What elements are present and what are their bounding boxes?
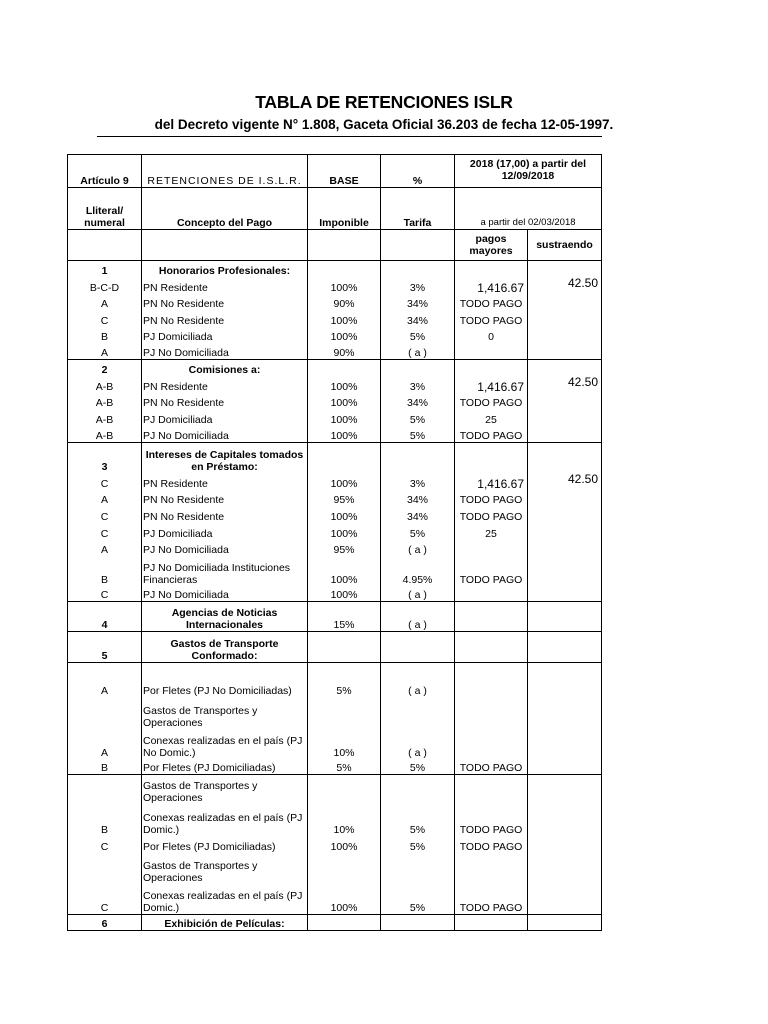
cell-base <box>308 632 381 663</box>
cell-pagos-mayores <box>455 775 528 804</box>
cell-pagos-mayores: TODO PAGO <box>455 556 528 586</box>
cell-sustraendo <box>528 697 602 729</box>
cell-base: 10% <box>308 804 381 836</box>
cell-base: 95% <box>308 490 381 506</box>
cell-base: 90% <box>308 294 381 310</box>
cell-literal: B <box>68 759 142 775</box>
cell-sustraendo <box>528 360 602 376</box>
cell-sustraendo <box>528 261 602 277</box>
header-pagos-mayores: pagos mayores <box>455 230 528 261</box>
table-row <box>68 632 602 663</box>
cell-base <box>308 697 381 729</box>
cell-pagos-mayores: TODO PAGO <box>455 426 528 443</box>
header-period: 2018 (17,00) a partir del 12/09/2018 <box>455 155 602 188</box>
cell-base: 100% <box>308 523 381 540</box>
cell-literal: 4 <box>68 602 142 632</box>
cell-concepto: Conexas realizadas en el país (PJ Domic.) <box>142 884 308 915</box>
cell-sustraendo <box>528 393 602 409</box>
cell-base: 5% <box>308 663 381 697</box>
cell-sustraendo <box>528 523 602 540</box>
cell-concepto: PN Residente <box>142 277 308 294</box>
cell-concepto: PJ No Domiciliada <box>142 426 308 443</box>
cell-literal: B-C-D <box>68 277 142 294</box>
table-row <box>68 836 602 853</box>
cell-literal: A-B <box>68 376 142 393</box>
cell-tarifa: 34% <box>381 490 455 506</box>
cell-concepto: Intereses de Capitales tomados en Préstamo: <box>142 443 308 473</box>
cell-pagos-mayores <box>455 261 528 277</box>
cell-tarifa: ( a ) <box>381 729 455 759</box>
table-row <box>68 523 602 540</box>
header-imponible: Imponible <box>308 188 381 230</box>
cell-concepto: PJ No Domiciliada <box>142 343 308 360</box>
cell-literal: A-B <box>68 426 142 443</box>
cell-pagos-mayores: TODO PAGO <box>455 506 528 523</box>
cell-tarifa: 34% <box>381 294 455 310</box>
cell-base: 100% <box>308 506 381 523</box>
cell-tarifa: 3% <box>381 277 455 294</box>
cell-tarifa <box>381 632 455 663</box>
cell-literal: C <box>68 836 142 853</box>
cell-pagos-mayores <box>455 443 528 473</box>
cell-literal: A-B <box>68 409 142 426</box>
cell-literal: C <box>68 586 142 602</box>
cell-tarifa: 5% <box>381 426 455 443</box>
page-subtitle: del Decreto vigente N° 1.808, Gaceta Oficial 36.203 de fecha 12-05-1997. <box>154 117 614 132</box>
cell-concepto: PN No Residente <box>142 310 308 327</box>
cell-sustraendo <box>528 294 602 310</box>
cell-literal: C <box>68 523 142 540</box>
cell-base: 95% <box>308 540 381 556</box>
table-row <box>68 261 602 277</box>
cell-sustraendo <box>528 632 602 663</box>
header-apartir: a partir del 02/03/2018 <box>455 188 602 230</box>
cell-tarifa: ( a ) <box>381 663 455 697</box>
table-row <box>68 804 602 836</box>
cell-literal: A <box>68 343 142 360</box>
cell-sustraendo <box>528 310 602 327</box>
cell-base: 100% <box>308 426 381 443</box>
cell-pagos-mayores <box>455 663 528 697</box>
cell-literal: 5 <box>68 632 142 663</box>
cell-tarifa: 5% <box>381 327 455 343</box>
cell-pagos-mayores: TODO PAGO <box>455 393 528 409</box>
cell-pagos-mayores: 1,416.67 <box>455 277 528 294</box>
cell-tarifa: 5% <box>381 523 455 540</box>
cell-sustraendo <box>528 327 602 343</box>
table-row <box>68 490 602 506</box>
cell-tarifa: 5% <box>381 409 455 426</box>
cell-concepto: Gastos de Transportes y Operaciones <box>142 697 308 729</box>
cell-sustraendo <box>528 729 602 759</box>
cell-concepto: Conexas realizadas en el país (PJ No Domic.) <box>142 729 308 759</box>
cell-base: 100% <box>308 836 381 853</box>
cell-literal: B <box>68 556 142 586</box>
table-row <box>68 443 602 473</box>
cell-concepto: Por Fletes (PJ Domiciliadas) <box>142 836 308 853</box>
cell-literal <box>68 697 142 729</box>
cell-tarifa: ( a ) <box>381 602 455 632</box>
cell-tarifa <box>381 853 455 884</box>
table-row <box>68 602 602 632</box>
cell-sustraendo <box>528 426 602 443</box>
cell-literal: C <box>68 473 142 490</box>
cell-base: 100% <box>308 556 381 586</box>
cell-concepto: Honorarios Profesionales: <box>142 261 308 277</box>
cell-pagos-mayores: TODO PAGO <box>455 759 528 775</box>
cell-base <box>308 261 381 277</box>
cell-sustraendo: 42.50 <box>528 277 602 294</box>
header-base: BASE <box>308 155 381 188</box>
cell-sustraendo <box>528 506 602 523</box>
cell-literal: 1 <box>68 261 142 277</box>
table-row <box>68 294 602 310</box>
cell-pagos-mayores <box>455 602 528 632</box>
table-row <box>68 775 602 804</box>
header-pct: % <box>381 155 455 188</box>
table-row <box>68 884 602 915</box>
title-underline <box>97 136 602 137</box>
cell-base: 100% <box>308 409 381 426</box>
cell-concepto: PN No Residente <box>142 490 308 506</box>
cell-sustraendo <box>528 540 602 556</box>
cell-concepto: PJ Domiciliada <box>142 523 308 540</box>
cell-sustraendo <box>528 775 602 804</box>
cell-base: 100% <box>308 327 381 343</box>
header-retenciones: RETENCIONES DE I.S.L.R. <box>142 155 308 188</box>
cell-base: 100% <box>308 586 381 602</box>
cell-pagos-mayores: 25 <box>455 523 528 540</box>
table-row <box>68 327 602 343</box>
table-row <box>68 663 602 697</box>
cell-tarifa: 3% <box>381 473 455 490</box>
cell-concepto: Exhibición de Películas: <box>142 915 308 931</box>
cell-tarifa: 34% <box>381 393 455 409</box>
cell-literal: B <box>68 327 142 343</box>
cell-pagos-mayores: 25 <box>455 409 528 426</box>
cell-pagos-mayores: TODO PAGO <box>455 884 528 915</box>
cell-literal: B <box>68 804 142 836</box>
cell-concepto: Comisiones a: <box>142 360 308 376</box>
cell-pagos-mayores <box>455 540 528 556</box>
table-row <box>68 506 602 523</box>
cell-sustraendo <box>528 663 602 697</box>
cell-sustraendo <box>528 853 602 884</box>
table-row <box>68 540 602 556</box>
cell-concepto: PN Residente <box>142 473 308 490</box>
cell-base: 90% <box>308 343 381 360</box>
cell-sustraendo <box>528 836 602 853</box>
table-row <box>68 697 602 729</box>
table-row <box>68 277 602 294</box>
cell-base: 100% <box>308 473 381 490</box>
cell-base: 15% <box>308 602 381 632</box>
cell-pagos-mayores <box>455 632 528 663</box>
header-concepto: Concepto del Pago <box>142 188 308 230</box>
cell-tarifa <box>381 697 455 729</box>
cell-sustraendo <box>528 602 602 632</box>
cell-tarifa <box>381 360 455 376</box>
cell-tarifa <box>381 915 455 931</box>
header-articulo: Artículo 9 <box>68 155 142 188</box>
cell-base: 100% <box>308 884 381 915</box>
cell-literal: 6 <box>68 915 142 931</box>
cell-sustraendo <box>528 884 602 915</box>
cell-pagos-mayores: TODO PAGO <box>455 294 528 310</box>
table-row <box>68 556 602 586</box>
cell-tarifa: 34% <box>381 506 455 523</box>
cell-sustraendo <box>528 556 602 586</box>
cell-concepto: Gastos de Transporte Conformado: <box>142 632 308 663</box>
table-row <box>68 853 602 884</box>
cell-tarifa: 5% <box>381 759 455 775</box>
cell-tarifa: ( a ) <box>381 586 455 602</box>
cell-sustraendo <box>528 759 602 775</box>
cell-literal: A <box>68 490 142 506</box>
cell-literal: C <box>68 310 142 327</box>
cell-sustraendo <box>528 915 602 931</box>
cell-concepto: PN No Residente <box>142 506 308 523</box>
cell-pagos-mayores <box>455 586 528 602</box>
table-row <box>68 473 602 490</box>
cell-concepto: Gastos de Transportes y Operaciones <box>142 853 308 884</box>
cell-base <box>308 915 381 931</box>
cell-sustraendo <box>528 804 602 836</box>
header-sustraendo: sustraendo <box>528 230 602 261</box>
cell-literal: C <box>68 884 142 915</box>
cell-tarifa: 5% <box>381 836 455 853</box>
cell-tarifa: 34% <box>381 310 455 327</box>
cell-base: 100% <box>308 376 381 393</box>
table-row <box>68 409 602 426</box>
cell-concepto: PJ Domiciliada <box>142 327 308 343</box>
cell-pagos-mayores <box>455 697 528 729</box>
cell-base: 100% <box>308 310 381 327</box>
cell-literal: A <box>68 729 142 759</box>
cell-pagos-mayores: TODO PAGO <box>455 804 528 836</box>
cell-concepto: Conexas realizadas en el país (PJ Domic.) <box>142 804 308 836</box>
cell-concepto: PJ No Domiciliada <box>142 540 308 556</box>
cell-literal: C <box>68 506 142 523</box>
cell-sustraendo <box>528 343 602 360</box>
table-row <box>68 759 602 775</box>
cell-pagos-mayores: TODO PAGO <box>455 310 528 327</box>
cell-tarifa: 4.95% <box>381 556 455 586</box>
cell-concepto: Por Fletes (PJ Domiciliadas) <box>142 759 308 775</box>
cell-base: 100% <box>308 277 381 294</box>
cell-literal: A-B <box>68 393 142 409</box>
cell-sustraendo: 42.50 <box>528 376 602 393</box>
table-row <box>68 310 602 327</box>
retenciones-table <box>67 154 602 931</box>
cell-literal <box>68 775 142 804</box>
cell-pagos-mayores <box>455 360 528 376</box>
cell-tarifa: 5% <box>381 804 455 836</box>
cell-pagos-mayores <box>455 853 528 884</box>
cell-literal: A <box>68 663 142 697</box>
cell-tarifa <box>381 443 455 473</box>
cell-pagos-mayores <box>455 915 528 931</box>
cell-base <box>308 443 381 473</box>
page-title: TABLA DE RETENCIONES ISLR <box>255 92 513 112</box>
cell-tarifa <box>381 775 455 804</box>
cell-base: 10% <box>308 729 381 759</box>
cell-sustraendo <box>528 490 602 506</box>
cell-literal: 3 <box>68 443 142 473</box>
cell-concepto: PJ Domiciliada <box>142 409 308 426</box>
cell-tarifa: ( a ) <box>381 540 455 556</box>
header-literal: Lliteral/ numeral <box>68 188 142 230</box>
table-row <box>68 393 602 409</box>
header-tarifa: Tarifa <box>381 188 455 230</box>
cell-tarifa: 3% <box>381 376 455 393</box>
cell-concepto: PN Residente <box>142 376 308 393</box>
table-row <box>68 426 602 443</box>
cell-literal: 2 <box>68 360 142 376</box>
cell-base: 100% <box>308 393 381 409</box>
cell-sustraendo: 42.50 <box>528 473 602 490</box>
cell-concepto: PN No Residente <box>142 393 308 409</box>
cell-literal: A <box>68 294 142 310</box>
cell-concepto: PJ No Domiciliada Instituciones Financieras <box>142 556 308 586</box>
cell-sustraendo <box>528 586 602 602</box>
table-row <box>68 586 602 602</box>
cell-sustraendo <box>528 443 602 473</box>
cell-base <box>308 853 381 884</box>
cell-pagos-mayores <box>455 343 528 360</box>
cell-concepto: PJ No Domiciliada <box>142 586 308 602</box>
cell-pagos-mayores: TODO PAGO <box>455 490 528 506</box>
cell-tarifa <box>381 261 455 277</box>
cell-base <box>308 360 381 376</box>
table-row <box>68 915 602 931</box>
cell-pagos-mayores: 1,416.67 <box>455 376 528 393</box>
cell-literal <box>68 853 142 884</box>
cell-tarifa: ( a ) <box>381 343 455 360</box>
cell-base: 5% <box>308 759 381 775</box>
cell-concepto: Agencias de Noticias Internacionales <box>142 602 308 632</box>
cell-pagos-mayores: 0 <box>455 327 528 343</box>
cell-pagos-mayores: 1,416.67 <box>455 473 528 490</box>
cell-tarifa: 5% <box>381 884 455 915</box>
cell-pagos-mayores: TODO PAGO <box>455 836 528 853</box>
cell-concepto: PN No Residente <box>142 294 308 310</box>
cell-concepto: Por Fletes (PJ No Domiciliadas) <box>142 663 308 697</box>
table-row <box>68 376 602 393</box>
cell-base <box>308 775 381 804</box>
cell-concepto: Gastos de Transportes y Operaciones <box>142 775 308 804</box>
table-row <box>68 343 602 360</box>
cell-sustraendo <box>528 409 602 426</box>
cell-literal: A <box>68 540 142 556</box>
cell-pagos-mayores <box>455 729 528 759</box>
table-row <box>68 360 602 376</box>
table-row <box>68 729 602 759</box>
